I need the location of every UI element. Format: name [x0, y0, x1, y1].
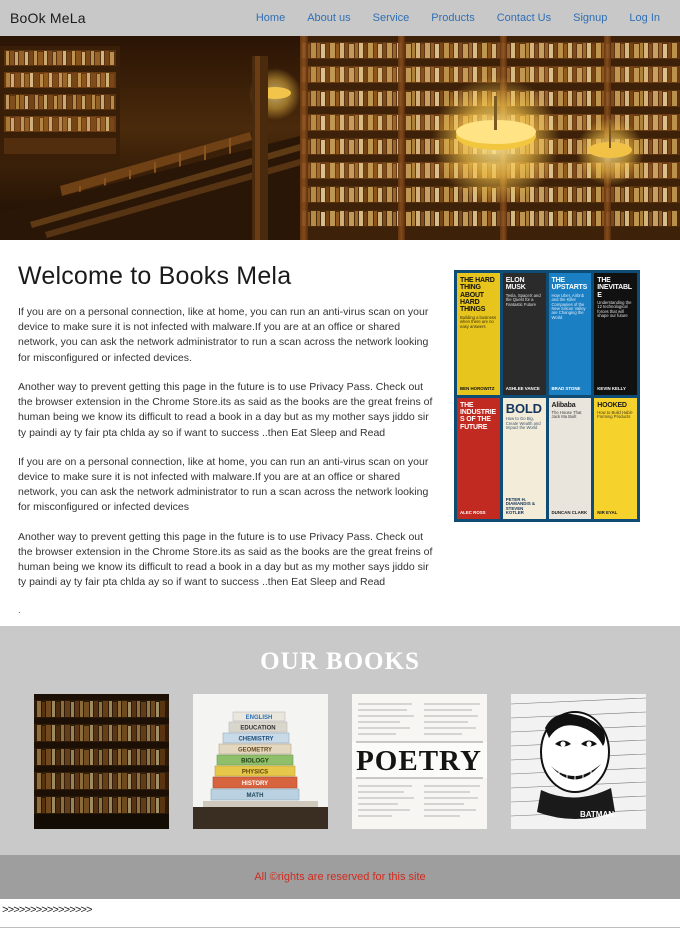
- svg-text:POETRY: POETRY: [356, 744, 482, 777]
- our-books-gallery: [0, 694, 680, 829]
- svg-text:CHEMISTRY: CHEMISTRY: [238, 736, 274, 742]
- below-fold-arrows: >>>>>>>>>>>>>>>>: [2, 904, 92, 917]
- book-circle-joker-comic[interactable]: [511, 694, 646, 829]
- svg-text:BATMAN: BATMAN: [579, 809, 615, 819]
- svg-text:HISTORY: HISTORY: [241, 780, 269, 787]
- paragraph-2: Another way to prevent getting this page in the future is to use Privacy Pass. Check out the browser extension in the Chrome Store.its as said as the books are the great freins of human being we know its difficult to read a book in a day but as my mother says jiddo sir ty paindi ay ty fair pta chlda ay so if want to success ..then Eat Sleep and Read: [18, 380, 433, 439]
- book-cover[interactable]: [457, 398, 500, 520]
- svg-text:BIOLOGY: BIOLOGY: [241, 758, 269, 764]
- book-cover-author: NIR EYAL: [597, 510, 618, 516]
- book-collage: [454, 270, 640, 522]
- book-cover-title: THE INEVITABLE: [597, 277, 632, 299]
- page-title: Welcome to Books Mela: [18, 262, 292, 290]
- svg-text:PHYSICS: PHYSICS: [241, 769, 269, 775]
- brand-logo[interactable]: BoOk MeLa: [10, 10, 86, 26]
- main-content: [0, 240, 680, 626]
- hero-library-image: [0, 36, 680, 240]
- collage-column: [454, 262, 640, 616]
- book-cover-author: KEVIN KELLY: [597, 385, 626, 391]
- library-shelves-icon: [34, 694, 169, 829]
- book-cover-subtitle: Building a business when there are no easy answers: [460, 314, 497, 329]
- book-cover-subtitle: How to Go Big, Create Wealth and Impact the World: [505, 416, 541, 430]
- book-cover-title: THE UPSTARTS: [551, 277, 588, 292]
- bottom-divider: [0, 927, 680, 928]
- book-cover[interactable]: [457, 273, 500, 395]
- nav-links: [256, 12, 666, 24]
- joker-comic-icon: [511, 694, 646, 829]
- book-circle-poetry[interactable]: [352, 694, 487, 829]
- navbar: [0, 0, 680, 36]
- nav-link-home[interactable]: Home: [255, 12, 286, 24]
- poetry-pages-icon: [352, 694, 487, 829]
- copyright-text: All ©rights are reserved for this site: [254, 870, 426, 883]
- book-circle-library-shelves[interactable]: [34, 694, 169, 829]
- book-cover[interactable]: [594, 398, 637, 520]
- book-cover-author: ALEC ROSS: [460, 510, 486, 516]
- book-cover-title: THE HARD THING ABOUT HARD THINGS: [460, 277, 495, 314]
- nav-link-products[interactable]: Products: [431, 12, 475, 24]
- nav-link-service[interactable]: Service: [372, 12, 410, 24]
- book-cover-author: ASHLEE VANCE: [505, 385, 540, 391]
- book-cover[interactable]: [594, 273, 637, 395]
- book-cover-subtitle: The House That Jack Ma Built: [551, 409, 582, 420]
- nav-link-log-in[interactable]: Log In: [629, 12, 660, 24]
- book-cover[interactable]: [549, 398, 592, 520]
- book-cover-title: Alibaba: [551, 401, 576, 409]
- hero-banner: [0, 36, 680, 240]
- book-cover-subtitle: How Uber, Airbnb and the Killer Companies of the New Silicon Valley are Changing the World: [551, 292, 586, 320]
- book-cover[interactable]: [503, 273, 546, 395]
- stacked-textbooks-icon: [193, 694, 328, 829]
- book-cover-title: HOOKED: [597, 401, 627, 409]
- book-circle-stacked-textbooks[interactable]: [193, 694, 328, 829]
- nav-link-contact-us[interactable]: Contact Us: [496, 12, 552, 24]
- paragraph-4: Another way to prevent getting this page in the future is to use Privacy Pass. Check out the browser extension in the Chrome Store.its as said as the books are the great freins of human being we know its difficult to read a book in a day but as my mother says jiddo sir ty paindi ay ty fair pta chlda ay so if want to success ..then Eat Sleep and Read: [18, 530, 433, 589]
- our-books-title: OUR BOOKS: [260, 647, 420, 675]
- trailing-mark: .: [18, 604, 21, 616]
- book-cover[interactable]: [549, 273, 592, 395]
- book-cover-author: PETER H. DIAMANDIS & STEVEN KOTLER: [505, 496, 536, 516]
- our-books-section: [0, 626, 680, 855]
- book-cover-title: THE INDUSTRIES OF THE FUTURE: [460, 401, 496, 431]
- book-cover-subtitle: Tesla, SpaceX and the Quest for a Fantastic Future: [505, 292, 541, 307]
- book-cover-subtitle: How to Build Habit-Forming Products: [597, 409, 634, 420]
- book-cover-title: ELON MUSK: [505, 277, 526, 292]
- book-cover-title: BOLD: [505, 400, 542, 416]
- svg-text:ENGLISH: ENGLISH: [245, 714, 273, 721]
- book-cover-subtitle: Understanding the 12 technological forces that will shape our future: [597, 300, 632, 319]
- book-cover[interactable]: [503, 398, 546, 520]
- book-cover-author: DUNCAN CLARK: [551, 510, 588, 516]
- paragraph-1: If you are on a personal connection, like at home, you can run an anti-virus scan on your device to make sure it is not infected with malware.If you are at an office or shared network, you can ask the network administrator to run a scan across the network looking for misconfigured or infected devices.: [18, 306, 429, 364]
- footer: [0, 855, 680, 899]
- svg-text:EDUCATION: EDUCATION: [240, 725, 276, 731]
- nav-link-signup[interactable]: Signup: [573, 12, 608, 24]
- paragraph-3: If you are on a personal connection, like at home, you can run an anti-virus scan on your device to make sure it is not infected with malware.If you are at an office or shared network, you can ask the network administrator to run a scan across the network looking for misconfigured or infected devices: [18, 455, 429, 514]
- article-column: [18, 262, 438, 616]
- svg-text:MATH: MATH: [246, 792, 264, 799]
- book-cover-author: BEN HOROWITZ: [460, 385, 495, 391]
- book-cover-author: BRAD STONE: [551, 385, 581, 391]
- svg-text:GEOMETRY: GEOMETRY: [237, 747, 273, 753]
- nav-link-about-us[interactable]: About us: [307, 12, 351, 24]
